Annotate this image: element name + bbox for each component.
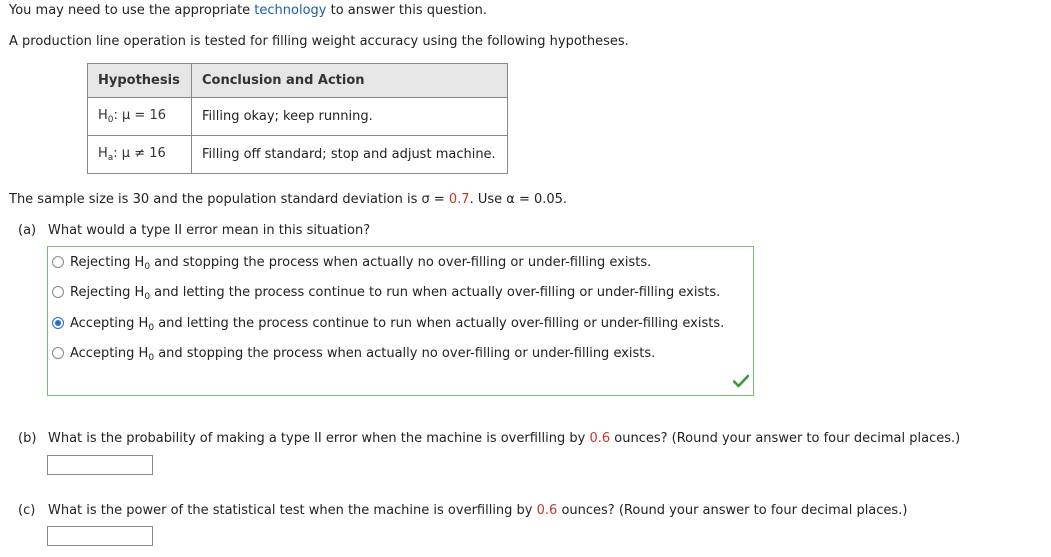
table-header-row xyxy=(88,64,508,98)
option-subscript: 0 xyxy=(148,323,155,333)
type-ii-error-input[interactable] xyxy=(47,455,153,475)
header-hypothesis: Hypothesis xyxy=(88,64,192,98)
overfill-value: 0.6 xyxy=(536,503,558,518)
question-text: What is the power of the statistical test when the machine is overfilling by xyxy=(48,503,537,518)
part-b-question xyxy=(48,431,960,446)
overfill-value: 0.6 xyxy=(589,431,611,446)
intro-text: You may need to use the appropriate xyxy=(9,3,255,18)
table-row xyxy=(88,98,508,136)
option-text: Accepting H xyxy=(70,346,149,361)
h-subscript: 0 xyxy=(107,115,114,125)
power-input[interactable] xyxy=(47,526,153,546)
question-text: What is the probability of making a type II error when the machine is overfilling by xyxy=(48,431,590,446)
sample-info xyxy=(9,192,567,207)
radio-button-selected[interactable] xyxy=(52,317,64,329)
conclusion-alt: Filling off standard; stop and adjust machine. xyxy=(192,136,508,174)
sigma-value: 0.7 xyxy=(448,192,470,207)
h-relation: : μ = 16 xyxy=(113,108,166,123)
option-3[interactable] xyxy=(52,346,655,363)
hypothesis-table xyxy=(87,63,508,174)
conclusion-null: Filling okay; keep running. xyxy=(192,98,508,136)
intro-line-2: A production line operation is tested for filling weight accuracy using the following hypotheses. xyxy=(9,34,629,49)
part-b-label: (b) xyxy=(18,431,37,446)
sample-text: The sample size is 30 and the population standard deviation is σ = xyxy=(9,192,449,207)
option-text: Rejecting H xyxy=(70,255,145,270)
table-row xyxy=(88,136,508,174)
technology-link[interactable]: technology xyxy=(254,3,327,18)
part-a-label: (a) xyxy=(18,223,37,238)
checkmark-icon xyxy=(733,374,749,388)
h-relation: : μ ≠ 16 xyxy=(113,146,166,161)
part-a-question: What would a type II error mean in this situation? xyxy=(48,223,371,238)
header-conclusion: Conclusion and Action xyxy=(192,64,508,98)
question-text-end: ounces? (Round your answer to four decimal places.) xyxy=(557,503,908,518)
option-1[interactable] xyxy=(52,285,720,302)
option-subscript: 0 xyxy=(144,262,151,272)
h-symbol: H xyxy=(98,108,108,123)
question-text-end: ounces? (Round your answer to four decimal places.) xyxy=(610,431,961,446)
hypothesis-alt xyxy=(88,136,192,174)
sample-text-end: . Use α = 0.05. xyxy=(469,192,568,207)
option-subscript: 0 xyxy=(144,292,151,302)
intro-line-1 xyxy=(9,3,487,18)
radio-button[interactable] xyxy=(52,256,64,268)
option-2[interactable] xyxy=(52,316,724,333)
option-text: and stopping the process when actually no over-filling or under-filling exists. xyxy=(150,255,652,270)
radio-button[interactable] xyxy=(52,286,64,298)
option-text: and letting the process continue to run when actually over-filling or under-filling exists. xyxy=(150,285,721,300)
option-text: Rejecting H xyxy=(70,285,145,300)
option-text: Accepting H xyxy=(70,316,149,331)
part-c-label: (c) xyxy=(18,503,36,518)
option-text: and letting the process continue to run when actually over-filling or under-filling exists. xyxy=(154,316,725,331)
hypothesis-null xyxy=(88,98,192,136)
option-text: and stopping the process when actually no over-filling or under-filling exists. xyxy=(154,346,656,361)
radio-button[interactable] xyxy=(52,347,64,359)
h-symbol: H xyxy=(98,146,108,161)
h-subscript: a xyxy=(107,153,114,163)
intro-text-end: to answer this question. xyxy=(326,3,488,18)
option-0[interactable] xyxy=(52,255,651,272)
option-subscript: 0 xyxy=(148,353,155,363)
part-c-question xyxy=(48,503,907,518)
